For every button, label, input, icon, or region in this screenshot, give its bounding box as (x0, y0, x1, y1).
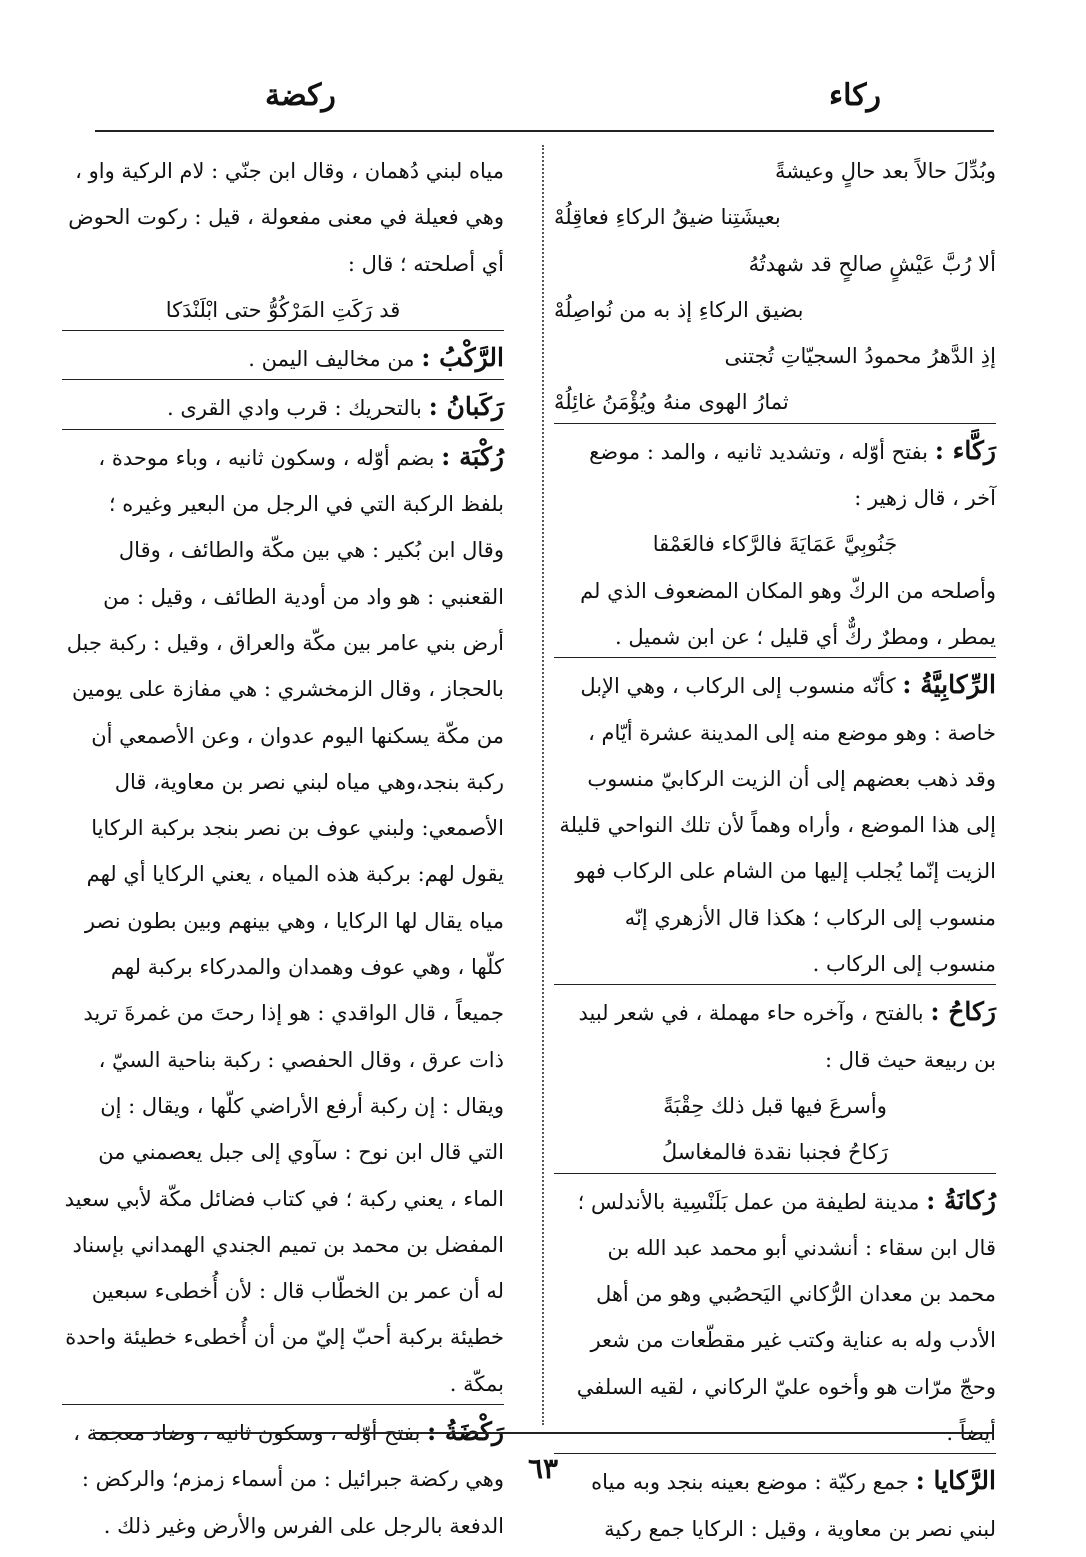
verse-line: قد رَكَتِ المَرْكُوُّ حتى ابْلَنْدَكا (165, 297, 401, 322)
headword: رَكْضَةُ : (427, 1417, 504, 1447)
headword: الرَّكْبُ : (421, 343, 504, 373)
entry-rakaban (62, 382, 504, 431)
entry-rukba (62, 432, 504, 1407)
entry-text: بالفتح ، وآخره حاء مهملة ، في شعر لبيد بن ربيعة حيث قال : (578, 1001, 996, 1072)
entry-rakka (554, 426, 996, 522)
headword: رَكَّاء : (934, 435, 996, 465)
entry-rakb (62, 333, 504, 382)
headword: الرِّكابِيَّةُ : (902, 670, 996, 700)
verse-line: جَنُوبِيَّ عَمَايَةَ فالرَّكاء فالعَمْقا (652, 532, 898, 557)
headword: الرَّكايا : (915, 1466, 996, 1496)
verse-line: وأسرعَ فيها قبل ذلك حِقْبَةً (663, 1093, 887, 1118)
headword: رَكاحُ : (930, 997, 996, 1027)
entry-text: وأصلحه من الركّ وهو المكان المضعوف الذي لم يمطر ، ومطرٌ ركٌّ أي قليل ؛ عن ابن شميل . (580, 578, 996, 649)
headword: رُكْبَة : (441, 441, 504, 471)
headword: رَكَبانُ : (428, 392, 504, 422)
entry-text: كأنّه منسوب إلى الركاب ، وهي الإبل خاصة : وهو موضع منه إلى المدينة عشرة أيّام ، وقد ذهب بعضهم إلى أن الزيت الركابيّ منسوب إلى هذا الموضع ، وأراه وهماً لأن تلك النواحي قليلة الزيت إنّما يُجلب إليها من الشام على الركاب فهو منسوب إلى الركاب ؛ هكذا قال الأزهري إنّه منسوب إلى الركاب . (559, 674, 996, 977)
verse-line: رَكاحُ فجنبا نقدة فالمغاسلُ (661, 1140, 889, 1165)
right-column (554, 148, 996, 1552)
entry-rukana (554, 1176, 996, 1457)
verse-line: ألا رُبَّ عَيْشٍ صالحٍ قد شهدتُهُ (748, 251, 996, 276)
left-column (62, 148, 504, 1549)
running-header-right: ركاء (828, 78, 881, 113)
entry-rikabiyya (554, 660, 996, 987)
verse-line: بضيق الركاءِ إذ به من نُواصِلُهْ (554, 297, 804, 322)
running-header-left: ركضة (265, 78, 336, 113)
entry-rakah (554, 987, 996, 1083)
entry-text: من مخاليف اليمن . (248, 347, 415, 372)
verse-line: إذِ الدَّهرُ محمودُ السجيّاتِ تُجتنى (724, 344, 996, 369)
entry-text: بالتحريك : قرب وادي القرى . (167, 396, 422, 421)
entry-text: بفتح أوّله ، وتشديد ثانيه ، والمد : موضع آخر ، قال زهير : (589, 439, 996, 511)
entry-text: بفتح أوّله ، وسكون ثانيه ، وضاد معجمة ، وهي ركضة جبرائيل : من أسماء زمزم؛ والركض : الدفعة بالرجل على الفرس والأرض وغير ذلك . (73, 1421, 504, 1538)
verse-line: ثمارُ الهوى منهُ ويُؤْمَنُ غائِلُهْ (554, 390, 789, 415)
entry-text: جمع ركيّة : موضع بعينه بنجد وبه مياه لبني نصر بن معاوية ، وقيل : الركايا جمع ركية (591, 1470, 996, 1541)
entry-text: مياه لبني دُهمان ، وقال ابن جنّي : لام الركية واو ، وهي فعيلة في معنى مفعولة ، قيل : ركوت الحوض أي أصلحته ؛ قال : (68, 159, 504, 276)
verse-line: وبُدِّلَ حالاً بعد حالٍ وعيشةً (775, 159, 996, 183)
footer-rule (95, 1432, 994, 1434)
verse-line: بعيشَتِنا ضيقُ الركاءِ فعاقِلُهْ (554, 205, 781, 230)
headword: رُكانَةُ : (926, 1185, 996, 1215)
entry-text: بضم أوّله ، وسكون ثانيه ، وباء موحدة ، بلفظ الركبة التي في الرجل من البعير وغيره ؛ وقال ابن بُكير : هي بين مكّة والطائف ، وقال القعنبي : هو واد من أودية الطائف ، وقيل : من أرض بني عامر بين مكّة والعراق ، وقيل : ركبة جبل بالحجاز ، وقال الزمخشري : هي مفازة على يومين من مكّة يسكنها اليوم عدوان ، وعن الأصمعي أن ركبة بنجد،وهي مياه لبني نصر بن معاوية، قال الأصمعي: ولبني عوف بن نصر بنجد بركبة الركايا يقول لهم: بركبة هذه المياه ، يعني الركايا أي لهم مياه يقال لها الركايا ، وهي بينهم وبين بطون نصر كلّها ، وهي عوف وهمدان والمدركاء بركبة لهم جميعاً ، قال الواقدي : هو إذا رحتَ من غمرةَ تريد ذات عرق ، وقال الحفصي : ركبة بناحية السيّ ، ويقال : إن ركبة أرفع الأراضي كلّها ، ويقال : إن التي قال ابن نوح : سآوي إلى جبل يعصمني من الماء ، يعني ركبة ؛ في كتاب فضائل مكّة لأبي سعيد المفضل بن محمد بن تميم الجندي الهمداني بإسناد له أن عمر بن الخطّاب قال : لأن أُخطىء سبعين خطيئة بركبة أحبّ إليّ من أن أُخطىء خطيئة واحدة بمكّة . (64, 445, 504, 1396)
column-divider (542, 145, 544, 1425)
header-rule (95, 130, 994, 132)
page-number: ٦٣ (527, 1452, 559, 1485)
entry-text: مدينة لطيفة من عمل بَلَنْسِية بالأندلس ؛ قال ابن سقاء : أنشدني أبو محمد عبد الله بن محمد بن معدان الرُّكاني اليَحصُبي وهو من أهل الأدب وله به عناية وكتب غير مقطّعات من شعر وحجّ مرّات هو وأخوه عليّ الركاني ، لقيه السلفي أيضاً . (576, 1189, 996, 1446)
